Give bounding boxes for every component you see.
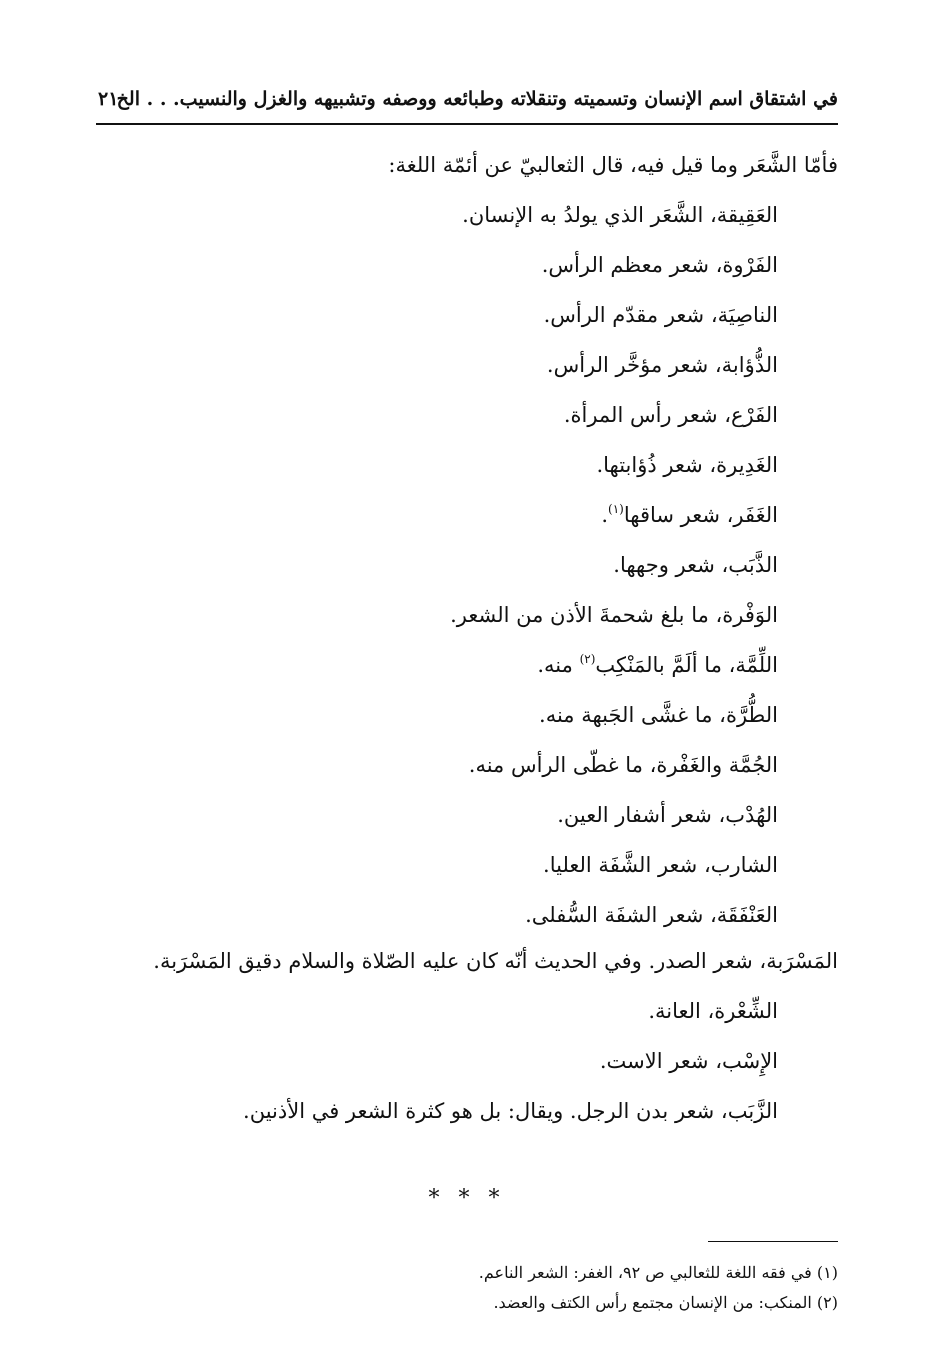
- entry-line: الطُّرَّة، ما غشَّى الجَبهة منه.: [539, 703, 778, 727]
- entry-line: [96, 640, 838, 690]
- footnotes: [96, 1258, 838, 1318]
- footnote-divider: [708, 1241, 838, 1242]
- section-separator: * * *: [428, 1186, 506, 1211]
- footnote-reference[interactable]: (١): [608, 502, 624, 516]
- main-text: [96, 140, 838, 1136]
- entry-line: الذُّؤابة، شعر مؤخَّر الرأس.: [546, 353, 778, 377]
- entry-line: العَقِيقة، الشَّعَر الذي يولدُ به الإنسان.: [462, 203, 778, 227]
- entry-tail: منه.: [537, 653, 580, 677]
- page-number: ٢١: [98, 88, 119, 110]
- entry-line: الفَرْوة، شعر معظم الرأس.: [541, 253, 778, 277]
- entry-line: الشِّعْرة، العانة.: [648, 999, 778, 1023]
- entry-line: الإِسْب، شعر الاست.: [599, 1049, 778, 1073]
- entry-line: الوَفْرة، ما بلغ شحمةَ الأذن من الشعر.: [450, 603, 778, 627]
- entry-line: الشارب، شعر الشَّفَة العليا.: [543, 853, 778, 877]
- header-divider: [96, 123, 838, 125]
- entry-line: الهُدْب، شعر أشفار العين.: [557, 803, 778, 827]
- entry-line: [96, 490, 838, 540]
- entry-text: الغَفَر، شعر ساقها: [623, 503, 778, 527]
- entry-line: الزَّبَب، شعر بدن الرجل. ويقال: بل هو كثرة الشعر في الأذنين.: [243, 1099, 778, 1123]
- entry-line: الناصِيَة، شعر مقدّم الرأس.: [543, 303, 778, 327]
- entry-line: العَنْفَقَة، شعر الشفَة السُّفلى.: [525, 903, 778, 927]
- intro-paragraph: فأمّا الشَّعَر وما قيل فيه، قال الثعالبيّ عن أئمّة اللغة:: [388, 153, 838, 177]
- entry-text: اللِّمَّة، ما ألَمَّ بالمَنْكِب: [595, 653, 778, 677]
- entry-line: الذَّبَب، شعر وجهها.: [613, 553, 778, 577]
- footnote-reference[interactable]: (٢): [579, 652, 596, 666]
- entry-line: الفَرْع، شعر رأس المرأة.: [563, 403, 778, 427]
- entry-tail: .: [601, 503, 609, 527]
- running-header: [96, 82, 838, 118]
- entry-line-wrapped: المَسْرَبة، شعر الصدر. وفي الحديث أنّه كان عليه الصّلاة والسلام دقيق المَسْرَبة.: [153, 949, 838, 973]
- entry-line: الجُمَّة والغَفْرة، ما غطّى الرأس منه.: [468, 753, 778, 777]
- footnote-2: (٢) المنكب: من الإنسان مجتمع رأس الكتف والعضد.: [493, 1293, 838, 1312]
- footnote-1: (١) في فقه اللغة للثعالبي ص ٩٢، الغفر: الشعر الناعم.: [478, 1263, 838, 1282]
- entry-line: الغَدِيرة، شعر ذُؤابتها.: [596, 453, 778, 477]
- running-title: في اشتقاق اسم الإنسان وتسميته وتنقلاته وطبائعه ووصفه وتشبيهه والغزل والنسيب. . . الخ: [116, 88, 838, 110]
